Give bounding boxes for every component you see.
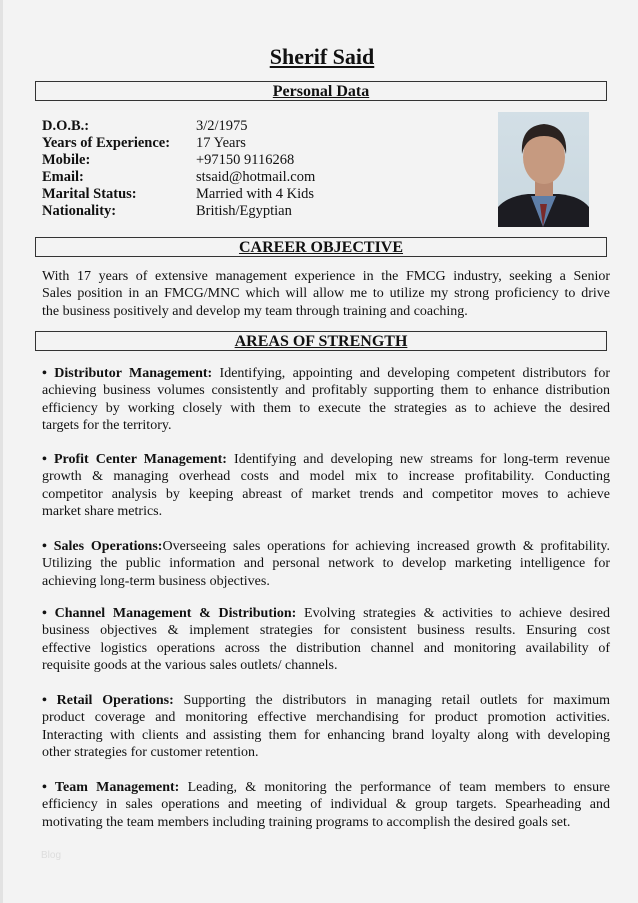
bullet: • — [42, 452, 54, 467]
field-label: Marital Status: — [42, 186, 137, 202]
text-line: targets for the territory. — [42, 418, 172, 434]
text-line: Utilizing the public information and personal network to develop marketing intelligence for — [42, 556, 610, 572]
text-line — [42, 451, 610, 468]
strength-text: Identifying and developing new streams for long-term revenue — [226, 452, 610, 467]
strength-title: Channel Management & Distribution: — [54, 606, 297, 621]
text-line: effective logistics operations across the distribution channel and monitoring availability of — [42, 640, 610, 656]
candidate-name: Sherif Said — [269, 44, 375, 69]
text-line: Sales position in an FMCG/MNC which will allow me to utilize my strong proficiency to drive — [42, 286, 610, 302]
field-value: British/Egyptian — [196, 203, 292, 219]
heading-text: CAREER OBJECTIVE — [238, 239, 404, 256]
text-line — [42, 779, 610, 796]
text-line: market share metrics. — [42, 504, 163, 520]
text-line: requisite goods at the various sales outlets/ channels. — [42, 658, 338, 674]
strength-item — [42, 692, 610, 762]
text-line: product coverage and monitoring effective merchandising for product promotion activities. — [42, 710, 610, 726]
text-line: efficiency in sales operations and meeting of individual & group targets. Spearheading and — [42, 797, 610, 813]
text-line — [42, 538, 610, 555]
field-value: stsaid@hotmail.com — [196, 169, 316, 185]
field-value: +97150 9116268 — [196, 152, 295, 168]
strength-text: Overseeing sales operations for achieving increased growth & profitability. — [162, 539, 611, 554]
strength-title: Retail Operations: — [56, 693, 174, 708]
text-line: growth & managing overhead costs and model mix to increase profitability. Conducting — [42, 469, 610, 485]
text-line: motivating the team members including training programs to accomplish the desired goals set. — [42, 814, 571, 830]
field-value: 3/2/1975 — [196, 118, 248, 134]
text-line: achieving business volumes consistently and profitably supporting them to enhance distribution — [42, 383, 610, 399]
strength-item — [42, 365, 610, 435]
field-value: Married with 4 Kids — [196, 186, 314, 202]
bullet: • — [42, 539, 54, 554]
text-line: With 17 years of extensive management experience in the FMCG industry, seeking a Senior — [42, 269, 610, 284]
strength-text: Identifying, appointing and developing competent distributors for — [212, 366, 610, 381]
bullet: • — [42, 693, 57, 708]
strength-text: Leading, & monitoring the performance of team members to ensure — [179, 780, 610, 795]
career-objective-heading — [35, 237, 607, 257]
text-line — [42, 605, 610, 622]
text-line: other strategies for customer retention. — [42, 745, 259, 761]
watermark: Blog — [41, 850, 62, 861]
heading-text: Personal Data — [272, 83, 370, 100]
strength-text: Evolving strategies & activities to achieve desired — [296, 606, 611, 621]
profile-photo — [498, 112, 589, 227]
strength-item — [42, 451, 610, 521]
strength-text: Supporting the distributors in managing retail outlets for maximum — [173, 693, 610, 708]
bullet: • — [42, 780, 55, 795]
bullet: • — [42, 366, 55, 381]
bullet: • — [42, 606, 55, 621]
strength-title: Profit Center Management: — [53, 452, 227, 467]
strength-item — [42, 538, 610, 590]
strength-title: Sales Operations: — [53, 539, 163, 554]
field-label: Years of Experience: — [42, 135, 171, 151]
field-label: Email: — [42, 169, 84, 185]
text-line: Interacting with clients and assisting them for enhancing brand loyalty along with developing — [42, 727, 610, 743]
text-line — [42, 692, 610, 709]
field-label: D.O.B.: — [42, 118, 90, 134]
text-line: competitor analysis by keeping abreast of market trends and competitor moves to achieve — [42, 486, 610, 502]
text-line: the business positively and develop my team through training and coaching. — [42, 303, 468, 319]
text-line: business objectives & implement strategies for consistent business results. Ensuring cost — [42, 623, 610, 639]
strength-title: Team Management: — [54, 780, 180, 795]
areas-of-strength-heading — [35, 331, 607, 351]
strength-title: Distributor Management: — [54, 366, 213, 381]
heading-text: AREAS OF STRENGTH — [234, 333, 408, 350]
field-label: Nationality: — [42, 203, 117, 219]
strength-item — [42, 605, 610, 675]
text-line: efficiency by working closely with them to execute the strategies as to achieve the desired — [42, 400, 610, 416]
text-line — [42, 365, 610, 382]
text-line: achieving long-term business objectives. — [42, 573, 270, 589]
strength-item — [42, 779, 610, 831]
field-value: 17 Years — [196, 135, 246, 151]
career-objective-text — [42, 268, 610, 320]
field-label: Mobile: — [42, 152, 91, 168]
personal-data-heading — [35, 81, 607, 101]
